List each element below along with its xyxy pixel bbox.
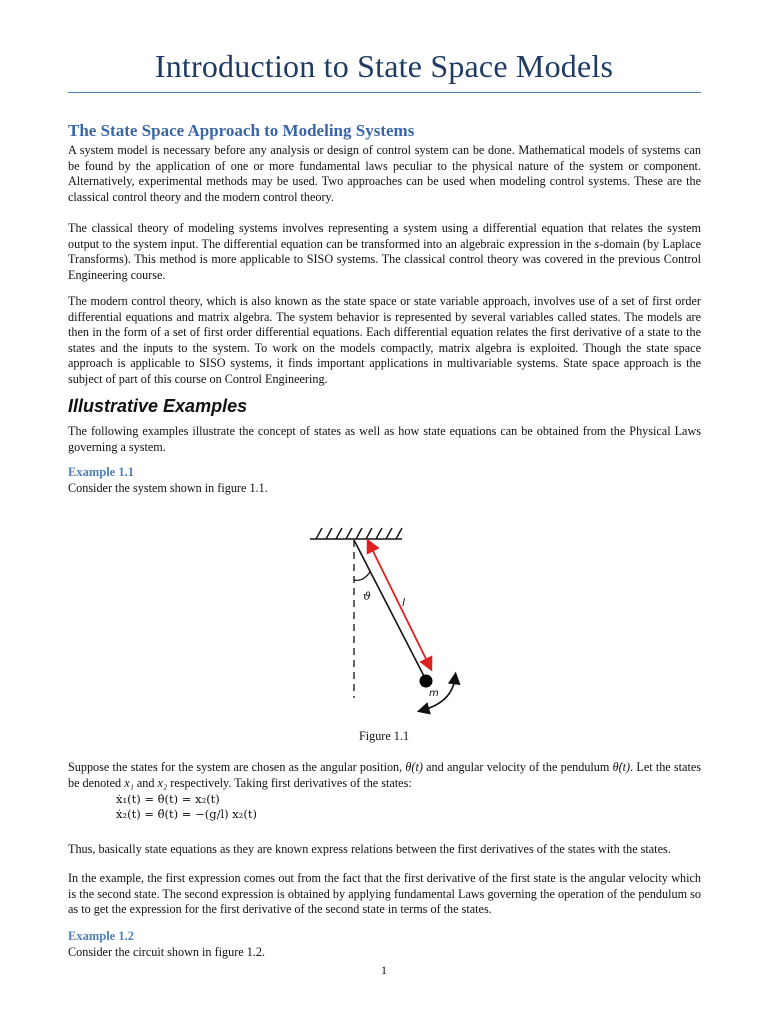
title-underline xyxy=(68,92,701,93)
theta-dot-symbol: θ̇(t) xyxy=(612,760,631,774)
para5-text-e: respectively. Taking first derivatives of the states: xyxy=(167,775,412,790)
paragraph-state-choice xyxy=(68,760,701,791)
paragraph-state-equations-summary: Thus, basically state equations as they are known express relations between the first derivatives of the states with the states. xyxy=(68,842,671,856)
page-title: Introduction to State Space Models xyxy=(154,48,614,84)
pendulum-rod xyxy=(354,540,426,680)
x1-symbol: x₁ xyxy=(124,775,134,790)
figure-1-1-caption: Figure 1.1 xyxy=(358,729,410,743)
paragraph-modern-theory: The modern control theory, which is also known as the state space or state variable approach, involves use of a set of first order differential equations and matrix algebra. The system behavior is represented by several variables called states. The models are then in the form of a set of first order differential equations. Each differential equation relates the first derivative of a state to the states and the inputs to the system. To work on the models compactly, matrix algebra is exploited. Though the state space approach is applicable to SISO systems, it finds important applications in multivariable systems. State space approach is the subject of part of this course on Control Engineering. xyxy=(68,294,701,386)
para5-text-c: . Let the states be denoted xyxy=(68,760,702,790)
x2-symbol: x₂ xyxy=(157,775,168,790)
para5-text-a: Suppose the states for the system are chosen as the angular position, xyxy=(68,760,406,774)
angle-arc xyxy=(354,572,370,580)
state-equation-2: ẋ₂(t) = θ̈(t) = −(g/l) x₂(t) xyxy=(116,807,257,821)
paragraph-examples-intro: The following examples illustrate the concept of states as well as how state equations can be obtained from the Physical Laws governing a system. xyxy=(68,424,701,454)
ceiling-support xyxy=(310,528,402,539)
theta-label: ϑ xyxy=(363,590,371,603)
pendulum-mass xyxy=(420,675,433,688)
example-1-1-text: Consider the system shown in figure 1.1. xyxy=(68,481,268,495)
example-1-1-heading: Example 1.1 xyxy=(68,465,134,479)
theta-symbol: θ(t) xyxy=(405,760,423,774)
s-domain-symbol: s xyxy=(594,236,600,251)
para5-text-b: and angular velocity of the pendulum xyxy=(422,760,613,774)
example-1-2-heading: Example 1.2 xyxy=(68,929,134,943)
para2-text-1: The classical theory of modeling systems involves representing a system using a differential equation that relates the system output to the system input. The differential equation can be transformed into an algebraic expression in the xyxy=(68,221,701,251)
mass-label: m xyxy=(429,688,439,699)
example-1-2-text: Consider the circuit shown in figure 1.2. xyxy=(68,945,265,959)
page-number: 1 xyxy=(381,963,387,977)
length-label: l xyxy=(402,596,406,609)
length-arrow xyxy=(370,545,429,665)
paragraph-classical-theory xyxy=(68,221,701,283)
section-heading: The State Space Approach to Modeling Systems xyxy=(68,121,415,140)
subheading-illustrative-examples: Illustrative Examples xyxy=(68,396,248,416)
pendulum-figure xyxy=(300,520,480,720)
state-equation-1: ẋ₁(t) = θ̇(t) = x₂(t) xyxy=(116,792,220,806)
para2-text-2: -domain (by Laplace Transforms). This method is more applicable to SISO systems. The classical control theory was covered in the previous Control Engineering course. xyxy=(68,236,701,282)
paragraph-system-model: A system model is necessary before any analysis or design of control system can be done. Mathematical models of systems can be found by the application of one or more fundamental laws peculiar to the physical nature of the system or component. Alternatively, experimental methods may be used. Two approaches can be used when modeling control systems. These are the classical control theory and the modern control theory. xyxy=(68,143,701,204)
paragraph-example-explanation: In the example, the first expression comes out from the fact that the first derivative of the first state is the angular velocity which is the second state. The second expression is obtained by applying fundamental Laws governing the operation of the pendulum so as to get the expression for the first derivative of the second state in terms of the states. xyxy=(68,871,701,916)
para5-text-d: and xyxy=(133,775,158,790)
